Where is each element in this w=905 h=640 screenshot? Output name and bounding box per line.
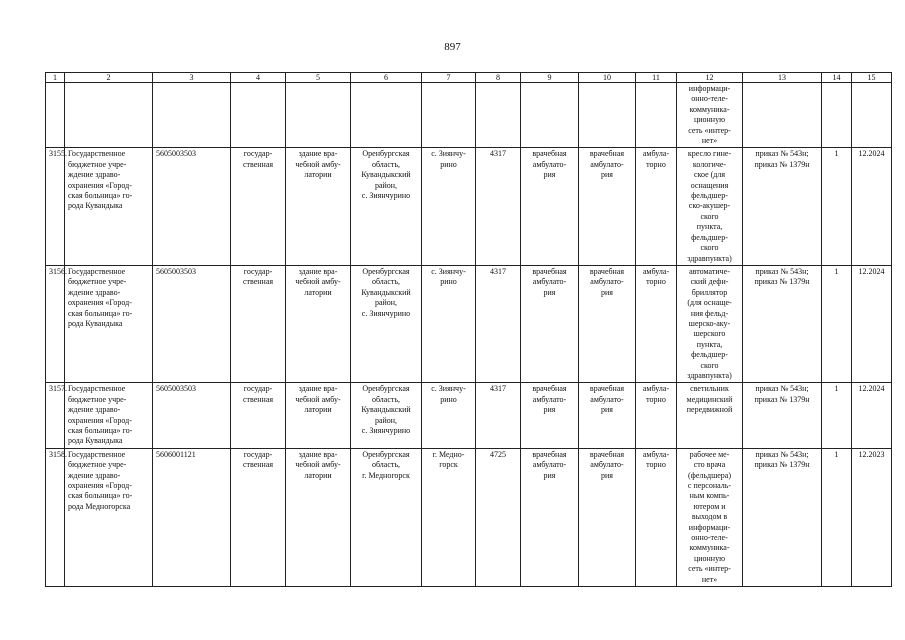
- empty-cell: [422, 83, 476, 148]
- ownership-form: государ- ственная: [231, 148, 286, 265]
- header-cell: 2: [65, 73, 153, 83]
- equipment-name: кресло гине- кологиче- ское (для оснащения фельдшер- ско-акушер- ского пункта, фельдшер- ского здравпункта): [677, 148, 743, 265]
- building-name: здание вра- чебной амбу- латории: [286, 448, 351, 586]
- header-cell: 1: [46, 73, 65, 83]
- row-number: 3157.: [46, 383, 65, 448]
- care-profile: амбула- торно: [636, 448, 677, 586]
- header-cell: 3: [153, 73, 231, 83]
- row-number: 3156.: [46, 265, 65, 382]
- organization-name: Государственное бюджетное учре- ждение здраво- охранения «Город- ская больница» го- рода Кувандыка: [65, 265, 153, 382]
- equipment-name: автоматиче- ский дефи- бриллятор (для оснаще- ния фельд- шерско-аку- шерского пункта, фельдшер- ского здравпункта): [677, 265, 743, 382]
- legal-basis: приказ № 543н; приказ № 1379н: [743, 265, 822, 382]
- header-cell: 14: [822, 73, 852, 83]
- inn-code: 5605003503: [153, 148, 231, 265]
- building-name: здание вра- чебной амбу- латории: [286, 148, 351, 265]
- empty-cell: [286, 83, 351, 148]
- care-profile: амбула- торно: [636, 265, 677, 382]
- ownership-form: государ- ственная: [231, 265, 286, 382]
- locality-code: 4317: [476, 265, 521, 382]
- inn-code: 5605003503: [153, 265, 231, 382]
- delivery-date: 12.2024: [852, 265, 892, 382]
- facility-subtype: врачебная амбулато- рия: [579, 148, 636, 265]
- empty-cell: [351, 83, 422, 148]
- header-cell: 12: [677, 73, 743, 83]
- equipment-continuation: информаци- онно-теле- коммуника- ционную сеть «интер- нет»: [677, 83, 743, 148]
- row-number: 3158.: [46, 448, 65, 586]
- legal-basis: приказ № 543н; приказ № 1379н: [743, 383, 822, 448]
- header-cell: 4: [231, 73, 286, 83]
- locality-code: 4725: [476, 448, 521, 586]
- address: Оренбургская область, Кувандыкский район, с. Зиянчурино: [351, 383, 422, 448]
- building-name: здание вра- чебной амбу- латории: [286, 265, 351, 382]
- care-profile: амбула- торно: [636, 148, 677, 265]
- header-cell: 7: [422, 73, 476, 83]
- empty-cell: [65, 83, 153, 148]
- header-cell: 13: [743, 73, 822, 83]
- table-row: [46, 265, 892, 382]
- empty-cell: [579, 83, 636, 148]
- legal-basis: приказ № 543н; приказ № 1379н: [743, 148, 822, 265]
- locality: г. Медно- горск: [422, 448, 476, 586]
- locality: с. Зиянчу- рино: [422, 265, 476, 382]
- equipment-name: светильник медицинский передвижной: [677, 383, 743, 448]
- header-cell: 6: [351, 73, 422, 83]
- delivery-date: 12.2023: [852, 448, 892, 586]
- empty-cell: [743, 83, 822, 148]
- address: Оренбургская область, Кувандыкский район, с. Зиянчурино: [351, 265, 422, 382]
- table-row: [46, 148, 892, 265]
- header-cell: 10: [579, 73, 636, 83]
- facility-type: врачебная амбулато- рия: [521, 448, 579, 586]
- table-row: [46, 448, 892, 586]
- organization-name: Государственное бюджетное учре- ждение здраво- охранения «Город- ская больница» го- рода Кувандыка: [65, 383, 153, 448]
- organization-name: Государственное бюджетное учре- ждение здраво- охранения «Город- ская больница» го- рода Кувандыка: [65, 148, 153, 265]
- empty-cell: [231, 83, 286, 148]
- delivery-date: 12.2024: [852, 383, 892, 448]
- organization-name: Государственное бюджетное учре- ждение здраво- охранения «Город- ская больница» го- рода Медногорска: [65, 448, 153, 586]
- header-cell: 15: [852, 73, 892, 83]
- care-profile: амбула- торно: [636, 383, 677, 448]
- empty-cell: [636, 83, 677, 148]
- header-cell: 11: [636, 73, 677, 83]
- header-cell: 5: [286, 73, 351, 83]
- quantity: 1: [822, 383, 852, 448]
- page-number: 897: [444, 41, 461, 53]
- empty-cell: [852, 83, 892, 148]
- header-row: [46, 73, 892, 83]
- empty-cell: [153, 83, 231, 148]
- inn-code: 5606001121: [153, 448, 231, 586]
- building-name: здание вра- чебной амбу- латории: [286, 383, 351, 448]
- facility-type: врачебная амбулато- рия: [521, 148, 579, 265]
- table-row: [46, 383, 892, 448]
- address: Оренбургская область, г. Медногорск: [351, 448, 422, 586]
- facility-type: врачебная амбулато- рия: [521, 265, 579, 382]
- inn-code: 5605003503: [153, 383, 231, 448]
- locality: с. Зиянчу- рино: [422, 148, 476, 265]
- legal-basis: приказ № 543н; приказ № 1379н: [743, 448, 822, 586]
- locality-code: 4317: [476, 148, 521, 265]
- quantity: 1: [822, 148, 852, 265]
- locality-code: 4317: [476, 383, 521, 448]
- row-number: 3155.: [46, 148, 65, 265]
- facility-subtype: врачебная амбулато- рия: [579, 383, 636, 448]
- continuation-row: [46, 83, 892, 148]
- empty-cell: [521, 83, 579, 148]
- equipment-name: рабочее ме- сто врача (фельдшера) с персональ- ным компь- ютером и выходом в информаци- онно-теле- коммуника- ционную сеть «интер- нет»: [677, 448, 743, 586]
- registry-table: [45, 72, 892, 587]
- ownership-form: государ- ственная: [231, 448, 286, 586]
- delivery-date: 12.2024: [852, 148, 892, 265]
- empty-cell: [46, 83, 65, 148]
- facility-subtype: врачебная амбулато- рия: [579, 448, 636, 586]
- facility-subtype: врачебная амбулато- рия: [579, 265, 636, 382]
- empty-cell: [476, 83, 521, 148]
- address: Оренбургская область, Кувандыкский район, с. Зиянчурино: [351, 148, 422, 265]
- quantity: 1: [822, 265, 852, 382]
- header-cell: 8: [476, 73, 521, 83]
- facility-type: врачебная амбулато- рия: [521, 383, 579, 448]
- ownership-form: государ- ственная: [231, 383, 286, 448]
- header-cell: 9: [521, 73, 579, 83]
- locality: с. Зиянчу- рино: [422, 383, 476, 448]
- quantity: 1: [822, 448, 852, 586]
- empty-cell: [822, 83, 852, 148]
